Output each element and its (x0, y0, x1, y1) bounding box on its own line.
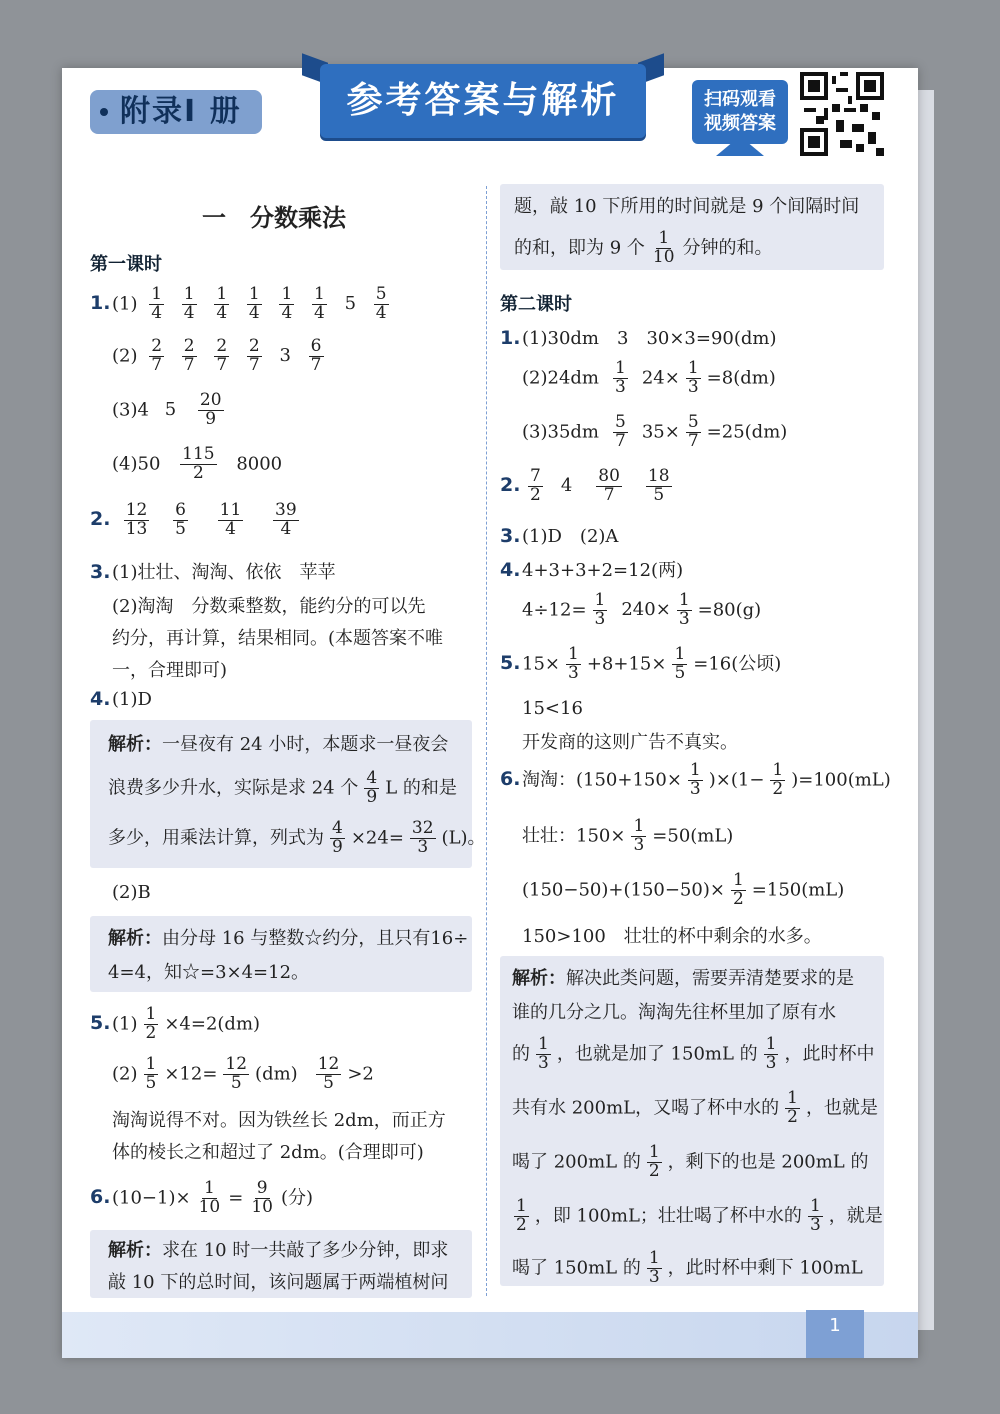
r-q6-line1: 6.淘淘：(150+150× $\frac{1}{3}$ )×(1− $\frac{1}{2}$ )=100(mL) (500, 760, 891, 799)
fraction: $\frac{2}{7}$ (183, 336, 195, 375)
lesson-2-heading: 第二课时 (500, 294, 572, 315)
fraction: $\frac{20}{9}$ (199, 390, 222, 429)
question-number: 4. (500, 559, 521, 581)
q5-1: 5.(1) $\frac{1}{2}$ ×4=2(dm) (90, 1004, 261, 1043)
question-number: 1. (500, 327, 521, 349)
question-number: 5. (500, 652, 521, 675)
exp4-line2: 谁的几分之几。淘淘先往杯里加了原有水 (512, 1002, 836, 1023)
question-number: 4. (90, 688, 111, 710)
question-number: 3. (90, 561, 111, 583)
scan-line1: 扫码观看 (704, 89, 776, 110)
r-q6-line4: 150>100 壮壮的杯中剩余的水多。 (522, 926, 822, 947)
fraction: $\frac{1}{2}$ (648, 1142, 660, 1181)
r-q2: 2. $\frac{7}{2}$ 4 $\frac{80}{7}$ $\frac{18}{5}$ (500, 466, 670, 505)
r-q3: 3.(1)D (2)A (500, 525, 619, 547)
exp3-line4: 的和，即为 9 个 $\frac{1}{10}$ 分钟的和。 (514, 228, 773, 267)
page-edge (918, 90, 934, 1330)
fraction: $\frac{1}{2}$ (787, 1088, 798, 1127)
fraction: $\frac{80}{7}$ (598, 466, 620, 505)
exp4-line3: 的 $\frac{1}{3}$ ，也就是加了 150mL 的 $\frac{1}{3}$ ，此时杯中 (512, 1034, 875, 1073)
fraction: $\frac{1}{5}$ (145, 1054, 157, 1093)
question-number: 6. (90, 1186, 111, 1209)
fraction: $\frac{2}{7}$ (248, 336, 260, 375)
question-number: 5. (90, 1012, 111, 1035)
q4-1: 4.(1)D (90, 688, 152, 710)
banner-body (320, 64, 646, 138)
question-number: 2. (500, 474, 521, 497)
fraction: $\frac{1}{4}$ (314, 284, 325, 323)
fraction: $\frac{1}{5}$ (674, 644, 686, 683)
fraction: $\frac{39}{4}$ (275, 500, 297, 539)
fraction: $\frac{1}{3}$ (594, 590, 606, 629)
q3-2-line2: 约分，再计算，结果相同。(本题答案不唯 (112, 628, 444, 649)
fraction: $\frac{1}{3}$ (678, 590, 690, 629)
fraction: $\frac{6}{5}$ (175, 500, 186, 539)
question-number: 1. (90, 292, 111, 315)
fraction: $\frac{1}{3}$ (633, 816, 645, 855)
fraction: $\frac{12}{5}$ (317, 1054, 340, 1093)
appendix-label: 附录Ⅰ 册 (120, 94, 242, 129)
exp3-line1: 解析：求在 10 时一共敲了多少分钟，即求 (108, 1240, 449, 1261)
fraction: $\frac{9}{10}$ (251, 1178, 273, 1217)
fraction: $\frac{5}{7}$ (687, 412, 699, 451)
fraction: $\frac{2}{7}$ (216, 336, 228, 375)
exp2-line1: 解析：由分母 16 与整数☆约分，且只有16÷ (108, 928, 469, 949)
r-q4-line2: 4÷12= $\frac{1}{3}$ 240× $\frac{1}{3}$ =80(g) (522, 590, 762, 629)
fraction: $\frac{1}{3}$ (568, 644, 579, 683)
exp3-line2: 敲 10 下的总时间，该问题属于两端植树问 (108, 1272, 449, 1293)
exp4-line1: 解析：解决此类问题，需要弄清楚要求的是 (512, 968, 854, 989)
q6: 6.(10−1)× $\frac{1}{10}$ = $\frac{9}{10}$ (分) (90, 1178, 313, 1217)
fraction: $\frac{1}{3}$ (648, 1248, 660, 1287)
exp1-line2: 浪费多少升水，实际是求 24 个 $\frac{4}{9}$ L 的和是 (108, 768, 457, 807)
fraction: $\frac{12}{5}$ (225, 1054, 248, 1093)
fraction: $\frac{1}{2}$ (772, 760, 784, 799)
chapter-title: 一 分数乘法 (202, 204, 346, 232)
fraction: $\frac{1}{4}$ (216, 284, 228, 323)
q1-4: (4)50 $\frac{115}{2}$ 8000 (112, 444, 283, 483)
r-q5-line2: 15<16 (522, 698, 583, 719)
r-q4-line1: 4.4+3+3+2=12(两) (500, 559, 684, 581)
fraction: $\frac{1}{10}$ (198, 1178, 221, 1217)
q3-2-line1: (2)淘淘 分数乘整数，能约分的可以先 (112, 596, 426, 617)
fraction: $\frac{12}{13}$ (125, 500, 148, 539)
question-number: 2. (90, 508, 111, 531)
fraction: $\frac{1}{2}$ (732, 870, 744, 909)
q3-2-line3: 一，合理即可) (112, 660, 228, 681)
exp4-line7: 喝了 150mL 的 $\frac{1}{3}$ ，此时杯中剩下 100mL (512, 1248, 863, 1287)
fraction: $\frac{5}{7}$ (615, 412, 626, 451)
q5-2: (2) $\frac{1}{5}$ ×12= $\frac{12}{5}$ (dm) $\frac{12}{5}$ >2 (112, 1054, 374, 1093)
scan-line2: 视频答案 (704, 113, 776, 134)
exp4-line5: 喝了 200mL 的 $\frac{1}{2}$ ，剩下的也是 200mL 的 (512, 1142, 869, 1181)
q5-3-line2: 体的棱长之和超过了 2dm。(合理即可) (112, 1142, 424, 1163)
column-divider (486, 186, 487, 1296)
r-q1-2: (2)24dm $\frac{1}{3}$ 24× $\frac{1}{3}$ =8(dm) (522, 358, 776, 397)
fraction: $\frac{1}{3}$ (538, 1034, 549, 1073)
fraction: $\frac{1}{4}$ (281, 284, 293, 323)
fraction: $\frac{1}{3}$ (809, 1196, 821, 1235)
bottom-strip (62, 1312, 918, 1358)
r-q5-line1: 5.15× $\frac{1}{3}$ +8+15× $\frac{1}{5}$ =16(公顷) (500, 644, 782, 683)
fraction: $\frac{5}{4}$ (375, 284, 387, 323)
fraction: $\frac{1}{3}$ (689, 760, 701, 799)
fraction: $\frac{4}{9}$ (366, 768, 378, 807)
fraction: $\frac{6}{7}$ (310, 336, 322, 375)
r-q5-line3: 开发商的这则广告不真实。 (522, 732, 738, 753)
fraction: $\frac{11}{4}$ (219, 500, 242, 539)
fraction: $\frac{18}{5}$ (647, 466, 670, 505)
fraction: $\frac{1}{4}$ (151, 284, 163, 323)
r-q1-1: 1.(1)30dm 3 30×3=90(dm) (500, 327, 777, 349)
fraction: $\frac{1}{3}$ (615, 358, 626, 397)
exp4-line6: $\frac{1}{2}$ ，即 100mL；壮壮喝了杯中水的 $\frac{1}{3}$ ，就是 (516, 1196, 883, 1235)
r-q6-line2: 壮壮：150× $\frac{1}{3}$ =50(mL) (522, 816, 734, 855)
fraction: $\frac{1}{2}$ (145, 1004, 157, 1043)
exp4-line4: 共有水 200mL，又喝了杯中水的 $\frac{1}{2}$ ，也就是 (512, 1088, 878, 1127)
title-banner (302, 54, 664, 146)
fraction: $\frac{1}{3}$ (765, 1034, 777, 1073)
fraction: $\frac{4}{9}$ (332, 818, 343, 857)
exp3-line3: 题，敲 10 下所用的时间就是 9 个间隔时间 (514, 196, 860, 217)
fraction: $\frac{115}{2}$ (182, 444, 215, 483)
fraction: $\frac{1}{10}$ (652, 228, 675, 267)
q1-1: 1.(1) $\frac{1}{4}$ $\frac{1}{4}$ $\frac{1}{4}$ $\frac{1}{4}$ $\frac{1}{4}$ $\frac{1}{4}$ 5 $\frac{5}{4}$ (90, 284, 387, 323)
appendix-tab (90, 90, 262, 134)
bullet-icon (100, 108, 108, 116)
qr-code-icon[interactable] (800, 72, 884, 156)
question-number: 6. (500, 768, 521, 791)
r-q1-3: (3)35dm $\frac{5}{7}$ 35× $\frac{5}{7}$ =25(dm) (522, 412, 788, 451)
q5-3-line1: 淘淘说得不对。因为铁丝长 2dm，而正方 (112, 1110, 446, 1131)
q2 (90, 502, 311, 539)
fraction: $\frac{1}{3}$ (687, 358, 699, 397)
fraction: $\frac{1}{2}$ (516, 1196, 527, 1235)
exp1-line1: 解析：一昼夜有 24 小时，本题求一昼夜会 (108, 734, 449, 755)
q1-3: (3)4 5 $\frac{20}{9}$ (112, 390, 222, 429)
scan-video-button[interactable] (692, 80, 788, 144)
q3-1: 3.(1)壮壮、淘淘、依依 苹苹 (90, 561, 336, 583)
exp1-line3: 多少，用乘法计算，列式为 $\frac{4}{9}$ ×24= $\frac{32}{3}$ (L)。 (108, 818, 486, 857)
exp2-line2: 4=4，知☆=3×4=12。 (108, 962, 310, 983)
fraction: $\frac{7}{2}$ (530, 466, 541, 505)
r-q6-line3: (150−50)+(150−50)× $\frac{1}{2}$ =150(mL) (522, 870, 845, 909)
page-title: 参考答案与解析 (346, 80, 620, 121)
question-number: 3. (500, 525, 521, 547)
fraction: $\frac{1}{4}$ (248, 284, 260, 323)
fraction: $\frac{1}{4}$ (183, 284, 195, 323)
page-number: 1 (806, 1310, 864, 1358)
fraction: $\frac{2}{7}$ (151, 336, 163, 375)
fraction: $\frac{32}{3}$ (411, 818, 434, 857)
lesson-1-heading: 第一课时 (90, 254, 162, 275)
q1-2: (2) $\frac{2}{7}$ $\frac{2}{7}$ $\frac{2}{7}$ $\frac{2}{7}$ 3 $\frac{6}{7}$ (112, 336, 322, 375)
q4-2: (2)B (112, 882, 151, 903)
